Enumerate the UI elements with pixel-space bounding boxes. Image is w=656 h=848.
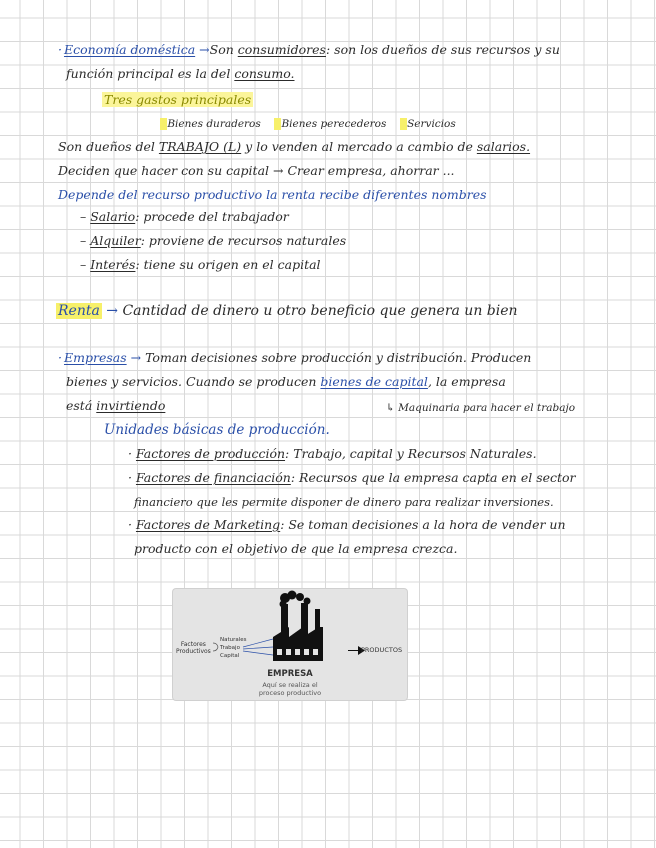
household-line-1 (58, 42, 560, 58)
diagram-caption-1: Aquí se realiza el (262, 681, 318, 689)
household-consumers: consumidores (237, 42, 326, 57)
diagram-input: Naturales (220, 637, 247, 643)
household-line-4: Deciden que hacer con su capital → Crear empresa, ahorrar ... (58, 163, 455, 178)
household-line-2 (66, 66, 295, 82)
units-title: Unidades básicas de producción. (104, 422, 330, 438)
income-term: Interés (90, 257, 136, 272)
expense-item: Bienes duraderos (167, 118, 261, 130)
household-trabajo: TRABAJO (L) (158, 139, 242, 154)
factor-financing-cont: financiero que les permite disponer de dinero para realizar inversiones. (134, 495, 554, 509)
factor-production: · Factores de producción: Trabajo, capital y Recursos Naturales. (128, 446, 537, 461)
bullet-icon: · (58, 42, 62, 57)
income-term: Salario (90, 209, 136, 224)
income-item-interes: – Interés: tiene su origen en el capital (80, 257, 321, 272)
household-line-3 (58, 139, 530, 155)
business-text: está (66, 398, 97, 413)
household-text: : son los dueños de sus recursos y su (325, 42, 560, 57)
arrow-icon: → (106, 303, 119, 319)
business-line-2 (66, 374, 506, 390)
renta-title: Renta (58, 303, 100, 319)
factor-desc: : Trabajo, capital y Recursos Naturales. (285, 446, 537, 461)
household-consumo: consumo. (234, 66, 295, 81)
business-note: ↳ Maquinaria para hacer el trabajo (386, 402, 576, 414)
arrow-icon: → (130, 350, 142, 365)
expense-item: Servicios (407, 118, 456, 130)
renta-text: Cantidad de dinero u otro beneficio que genera un bien (122, 303, 518, 319)
income-item-salario: – Salario: procede del trabajador (80, 209, 289, 224)
factor-term: Factores de producción (135, 446, 286, 461)
expenses-row (160, 116, 456, 132)
business-investing: invirtiendo (96, 398, 166, 413)
bullet-icon: · (58, 350, 62, 365)
income-term: Alquiler (90, 233, 141, 248)
diagram-input: Capital (220, 653, 240, 659)
household-title: Economía doméstica (63, 42, 196, 57)
household-text: Son (209, 42, 238, 57)
renta-line (56, 303, 518, 319)
business-text: , la empresa (427, 374, 506, 389)
diagram-caption-2: proceso productivo (258, 689, 322, 697)
business-capital-goods: bienes de capital (320, 374, 428, 389)
diagram-caption (173, 681, 407, 697)
income-desc: : proviene de recursos naturales (140, 233, 347, 248)
diagram-input: Trabajo (220, 645, 240, 651)
diagram-company: EMPRESA (267, 669, 313, 679)
income-desc: : tiene su origen en el capital (135, 257, 321, 272)
factor-term: Factores de Marketing (135, 517, 281, 532)
factor-marketing: · Factores de Marketing: Se toman decisiones a la hora de vender un (128, 517, 566, 532)
business-title: Empresas (63, 350, 127, 365)
factor-term: Factores de financiación (135, 470, 291, 485)
household-salarios: salarios. (476, 139, 531, 154)
business-text: bienes y servicios. Cuando se producen (66, 374, 321, 389)
diagram-left-label-1: Factores (180, 641, 206, 648)
factor-marketing-cont: producto con el objetivo de que la empresa crezca. (134, 541, 458, 556)
production-diagram (173, 589, 407, 700)
three-expenses-title: Tres gastos principales (104, 92, 252, 107)
income-item-alquiler: – Alquiler: proviene de recursos naturales (80, 233, 347, 248)
diagram-left-label-2: Productivos (176, 648, 211, 655)
business-line-1 (58, 350, 531, 366)
business-text: Toman decisiones sobre producción y distribución. Producen (141, 350, 532, 365)
diagram-output: PRODUCTOS (361, 646, 403, 654)
factor-financing: · Factores de financiación: Recursos que la empresa capta en el sector (128, 470, 576, 485)
factor-desc: : Recursos que la empresa capta en el sector (290, 470, 576, 485)
arrow-icon: → (199, 42, 210, 57)
expense-item: Bienes perecederos (281, 118, 387, 130)
factor-desc: : Se toman decisiones a la hora de vender un (280, 517, 566, 532)
household-text: función principal es la del (66, 66, 235, 81)
three-expenses-heading (102, 92, 253, 108)
household-text: y lo venden al mercado a cambio de (241, 139, 477, 154)
depends-line: Depende del recurso productivo la renta recibe diferentes nombres (58, 187, 487, 202)
business-line-3 (66, 398, 165, 414)
expense-marker (400, 118, 407, 130)
income-desc: : procede del trabajador (135, 209, 289, 224)
household-text: Son dueños del (58, 139, 159, 154)
